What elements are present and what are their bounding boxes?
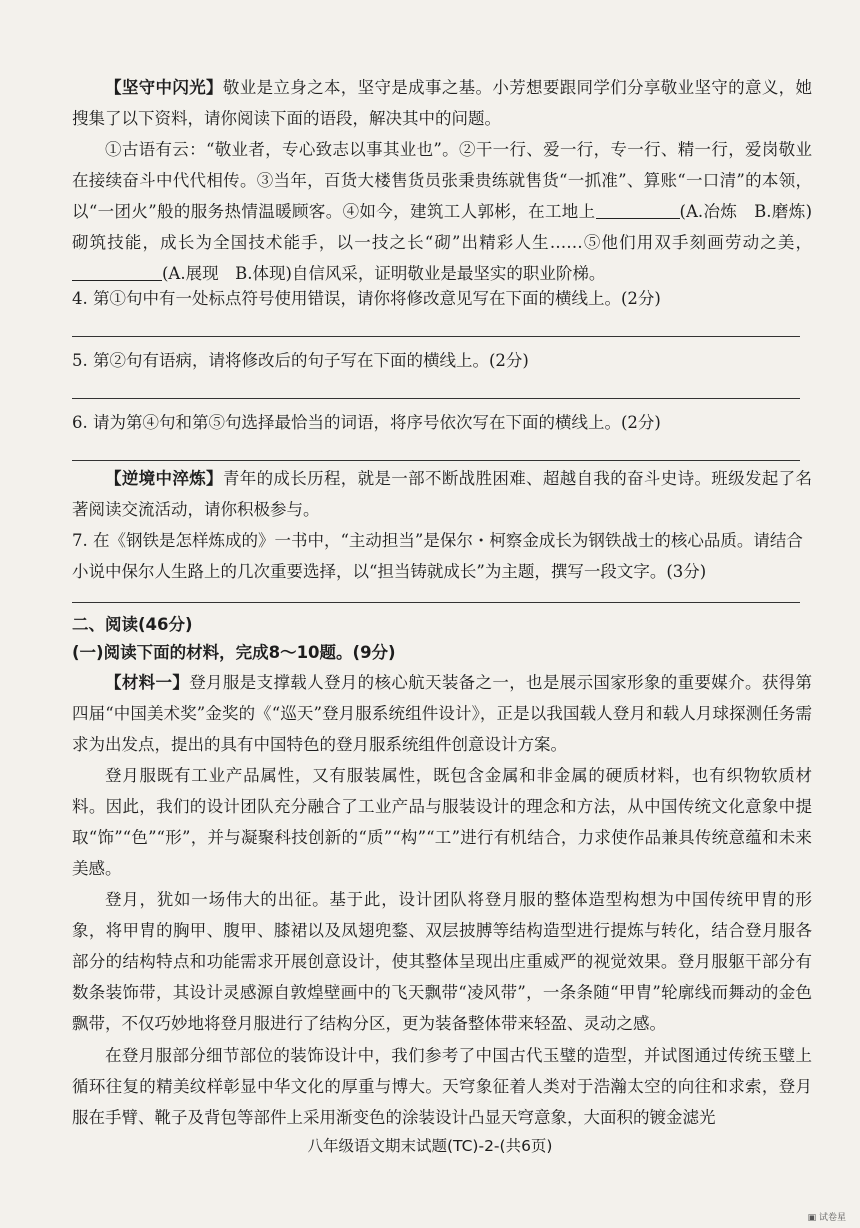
answer-line-q4[interactable] — [72, 336, 800, 337]
answer-line-q7[interactable] — [72, 602, 800, 603]
section-tag-nijing: 【逆境中淬炼】 — [105, 469, 223, 488]
jianshou-passage — [72, 134, 812, 289]
passage-part-a: ①古语有云：“敬业者，专心致志以事其业也”。②干一行、爱一行，专一行、精一行，爱岗敬业在接续奋斗中代代相传。③当年，百货大楼售货员张秉贵练就售货“一抓准”、算账“一口清”的本领，以“一团火”般的服务热情温暖顾客。④如今，建筑工人郭彬，在工地上 — [72, 140, 812, 221]
material-para-3: 登月，犹如一场伟大的出征。基于此，设计团队将登月服的整体造型构想为中国传统甲胄的形象，将甲胄的胸甲、腹甲、膝裙以及凤翅兜鍪、双层披膊等结构造型进行提炼与转化，结合登月服各部分的结构特点和功能需求开展创意设计，使其整体呈现出庄重威严的视觉效果。登月服躯干部分有数条装饰带，其设计灵感源自敦煌壁画中的飞天飘带“凌风带”，一条条随“甲胄”轮廓线而舞动的金色飘带，不仅巧妙地将登月服进行了结构分区，更为装备整体带来轻盈、灵动之感。 — [72, 890, 812, 1033]
watermark-text: ▣ 试卷星 — [807, 1213, 846, 1223]
answer-blank-4[interactable] — [596, 201, 680, 219]
material-tag: 【材料一】 — [105, 673, 190, 692]
question-7: 7. 在《钢铁是怎样炼成的》一书中，“主动担当”是保尔・柯察金成长为钢铁战士的核心品质。请结合小说中保尔人生路上的几次重要选择，以“担当铸就成长”为主题，撰写一段文字。(3分) — [72, 531, 803, 581]
question-5: 5. 第②句有语病，请将修改后的句子写在下面的横线上。(2分) — [72, 351, 529, 370]
reading-sub-heading: (一)阅读下面的材料，完成8～10题。(9分) — [72, 643, 396, 662]
material-para-1 — [72, 667, 812, 760]
jianshou-intro-text: 敬业是立身之本，坚守是成事之基。小芳想要跟同学们分享敬业坚守的意义，她搜集了以下资料，请你阅读下面的语段，解决其中的问题。 — [72, 78, 813, 128]
material-para-2: 登月服既有工业产品属性，又有服装属性，既包含金属和非金属的硬质材料，也有织物软质材料。因此，我们的设计团队充分融合了工业产品与服装设计的理念和方法，从中国传统文化意象中提取“饰”“色”“形”，并与凝聚科技创新的“质”“构”“工”进行有机结合，力求使作品兼具传统意蕴和未来美感。 — [72, 766, 812, 878]
passage-part-c: (A.展现 B.体现)自信风采，证明敬业是最坚实的职业阶梯。 — [162, 264, 606, 283]
question-6: 6. 请为第④句和第⑤句选择最恰当的词语，将序号依次写在下面的横线上。(2分) — [72, 413, 661, 432]
nijing-intro-text: 青年的成长历程，就是一部不断战胜困难、超越自我的奋斗史诗。班级发起了名著阅读交流活动，请你积极参与。 — [72, 469, 813, 519]
passage-part-b: (A.冶炼 B.磨炼)砌筑技能，成长为全国技术能手，以一技之长“砌”出精彩人生……⑤他们用双手刻画劳动之美， — [72, 202, 813, 252]
section-tag-jianshou: 【坚守中闪光】 — [105, 78, 223, 97]
material-para-1-text: 登月服是支撑载人登月的核心航天装备之一，也是展示国家形象的重要媒介。获得第四届“中国美术奖”金奖的《“巡天”登月服系统组件设计》，正是以我国载人登月和载人月球探测任务需求为出发点，提出的具有中国特色的登月服系统组件创意设计方案。 — [72, 673, 813, 754]
answer-blank-5[interactable] — [72, 263, 162, 281]
nijing-intro — [72, 463, 812, 525]
jianshou-intro — [72, 72, 812, 134]
material-para-4: 在登月服部分细节部位的装饰设计中，我们参考了中国古代玉璧的造型，并试图通过传统玉璧上循环往复的精美纹样彰显中华文化的厚重与博大。天穹象征着人类对于浩瀚太空的向往和求索，登月服在手臂、靴子及背包等部件上采用渐变色的涂装设计凸显天穹意象，大面积的镀金滤光 — [72, 1046, 812, 1127]
reading-heading: 二、阅读(46分) — [72, 615, 193, 634]
page-footer: 八年级语文期末试题(TC)-2-(共6页) — [307, 1137, 553, 1155]
answer-line-q6[interactable] — [72, 460, 800, 461]
answer-line-q5[interactable] — [72, 398, 800, 399]
watermark-logo — [808, 1210, 846, 1223]
question-4: 4. 第①句中有一处标点符号使用错误，请你将修改意见写在下面的横线上。(2分) — [72, 289, 661, 308]
